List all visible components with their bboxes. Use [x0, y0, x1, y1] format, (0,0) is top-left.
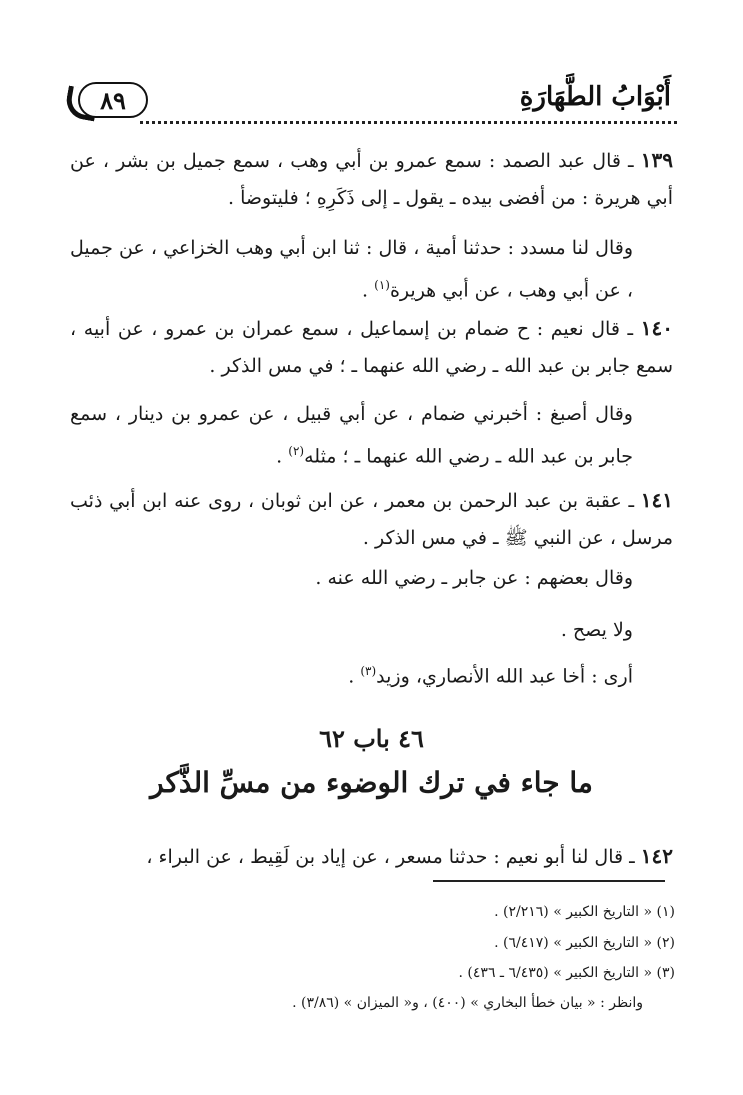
hadith-text: ـ قال نعيم : ح ضمام بن إسماعيل ، سمع عمران بن عمرو ، عن أبيه ، سمع جابر بن عبد الله ـ رضي الله عنهما ـ ؛ في مس الذكر . [70, 318, 673, 377]
hadith-139-chain [70, 230, 633, 309]
chapter-number: ٤٦ باب ٦٢ [319, 724, 424, 753]
footnote-1: (١) « التاريخ الكبير » (٢/٢١٦) . [494, 904, 675, 920]
footnote-ref[interactable]: (٢) [288, 444, 305, 458]
paragraph-text: وقال لنا مسدد : حدثنا أمية ، قال : ثنا ابن أبي وهب الخزاعي ، عن جميل ، عن أبي وهب ، عن أبي هريرة [70, 237, 633, 302]
footnote-3: (٣) « التاريخ الكبير » (٦/٤٣٥ ـ ٤٣٦) . [458, 965, 675, 981]
footnote-ref[interactable]: (١) [374, 278, 390, 292]
footnote-2: (٢) « التاريخ الكبير » (٦/٤١٧) . [494, 935, 675, 951]
chapter-title: ما جاء في ترك الوضوء من مسِّ الذَّكر [150, 766, 593, 799]
hadith-141-opinion [70, 653, 633, 695]
hadith-140-chain [70, 396, 633, 475]
page-number-badge [78, 82, 148, 118]
footnote-see-also: وانظر : « بيان خطأ البخاري » (٤٠٠) ، و« الميزان » (٣/٨٦) . [292, 995, 643, 1011]
hadith-141 [70, 482, 673, 557]
page-number: ٨٩ [100, 85, 126, 115]
hadith-text: ـ عقبة بن عبد الرحمن بن معمر ، عن ابن ثوبان ، روى عنه ابن أبي ذئب مرسل ، عن النبي ﷺ ـ في مس الذكر . [70, 490, 673, 549]
running-header-title: أَبْوَابُ الطَّهَارَةِ [519, 82, 671, 112]
hadith-number: ١٤١ [640, 488, 673, 512]
paragraph-text: وقال بعضهم : عن جابر ـ رضي الله عنه . [315, 567, 633, 589]
hadith-text: ـ قال لنا أبو نعيم : حدثنا مسعر ، عن إياد بن لَقِيط ، عن البراء ، [146, 846, 635, 868]
paragraph-text: ولا يصح . [560, 619, 633, 641]
hadith-140 [70, 310, 673, 385]
paragraph-tail: . [362, 279, 375, 302]
header-dotted-rule [140, 121, 677, 124]
paragraph-tail: . [348, 665, 361, 688]
footnote-separator [433, 880, 665, 882]
footnote-ref[interactable]: (٣) [360, 664, 377, 678]
paragraph-text: وقال أصبغ : أخبرني ضمام ، عن أبي قبيل ، عن عمرو بن دينار ، سمع جابر بن عبد الله ـ رضي الله عنهما ـ ؛ مثله [70, 403, 633, 468]
paragraph-tail: . [276, 445, 289, 468]
hadith-141-note [70, 560, 633, 597]
hadith-text: ـ قال عبد الصمد : سمع عمرو بن أبي وهب ، سمع جميل بن بشر ، عن أبي هريرة : من أفضى بيده ـ يقول ـ إلى ذَكَرِهِ ؛ فليتوضأ . [70, 150, 673, 209]
hadith-139 [70, 142, 673, 217]
hadith-number: ١٣٩ [640, 148, 674, 172]
hadith-number: ١٤٠ [640, 316, 673, 340]
hadith-141-verdict [70, 612, 633, 649]
paragraph-text: أرى : أخا عبد الله الأنصاري، وزيد [376, 665, 633, 688]
hadith-number: ١٤٢ [640, 844, 673, 868]
hadith-142 [70, 838, 673, 876]
